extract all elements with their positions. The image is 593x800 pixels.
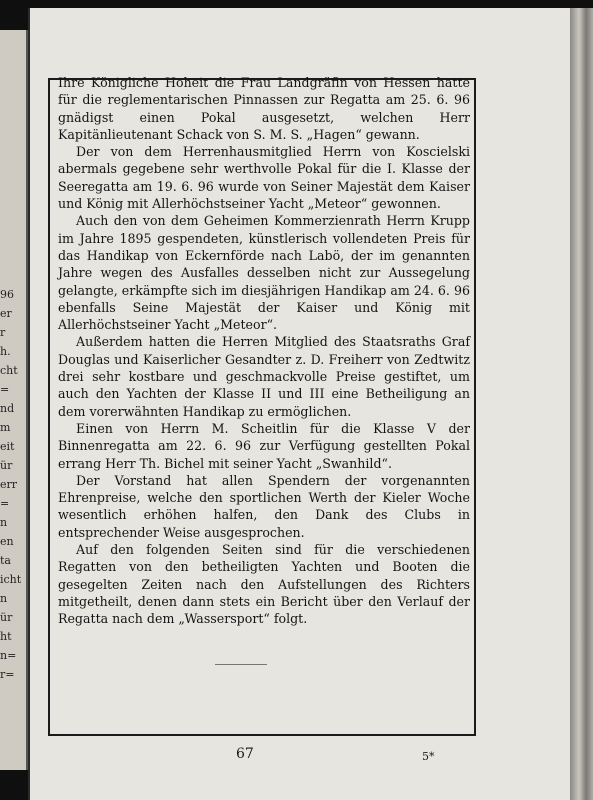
body-text xyxy=(58,74,470,628)
left-fragment: n= xyxy=(0,649,17,662)
closing-rule xyxy=(215,664,267,665)
paragraph: Der von dem Herrenhausmitglied Herrn von Koscielski abermals gegebene sehr werthvolle Pokal für die I. Klasse der Seeregatta am 19. 6. 96 wurde von Seiner Majestät dem Kaiser und König mit Allerhöchstseiner Yacht „Meteor“ gewonnen. xyxy=(58,144,470,212)
left-fragment: ür xyxy=(0,459,13,472)
signature-mark: 5* xyxy=(422,750,435,763)
left-fragment: en xyxy=(0,535,14,548)
paragraph: Außerdem hatten die Herren Mitglied des Staatsraths Graf Douglas und Kaiserlicher Gesandter z. D. Freiherr von Zedtwitz drei sehr kostbare und geschmackvolle Preise gestiftet, um auch den Yachten der Klasse II und III eine Betheiligung an dem vorerwähnten Handikap zu ermöglichen. xyxy=(58,334,470,419)
left-fragment: = xyxy=(0,497,10,510)
paragraph: Ihre Königliche Hoheit die Frau Landgräfin von Hessen hatte für die reglementarischen Pinnassen zur Regatta am 25. 6. 96 gnädigst einen Pokal ausgesetzt, welchen Herr Kapitänlieutenant Schack von S. M. S. „Hagen“ gewann. xyxy=(58,75,470,142)
left-fragment: icht xyxy=(0,573,22,586)
left-fragment: nd xyxy=(0,402,15,415)
page-edges xyxy=(570,8,593,800)
left-fragment: er xyxy=(0,307,12,320)
left-page-text-fragments xyxy=(0,285,24,684)
left-fragment: ür xyxy=(0,611,13,624)
left-fragment: n xyxy=(0,516,8,529)
left-fragment: eit xyxy=(0,440,15,453)
paragraph: Auch den von dem Geheimen Kommerzienrath Herrn Krupp im Jahre 1895 gespendeten, künstlerisch vollendeten Preis für das Handikap von Eckernförde nach Labö, der im genannten Jahre wegen des Ausfalles desselben nicht zur Aussegelung gelangte, erkämpfte sich im diesjährigen Handikap am 24. 6. 96 ebenfalls Seine Majestät der Kaiser und König mit Allerhöchstseiner Yacht „Meteor“. xyxy=(58,213,470,333)
left-fragment: r xyxy=(0,326,6,339)
paragraph: Einen von Herrn M. Scheitlin für die Klasse V der Binnenregatta am 22. 6. 96 zur Verfügung gestellten Pokal errang Herr Th. Bichel mit seiner Yacht „Swanhild“. xyxy=(58,420,470,471)
page-number: 67 xyxy=(236,746,254,762)
left-fragment: cht xyxy=(0,364,18,377)
paragraph: Auf den folgenden Seiten sind für die verschiedenen Regatten von den betheiligten Yachten und Booten die gesegelten Zeiten nach den Aufstellungen des Richters mitgetheilt, denen dann stets ein Bericht über den Verlauf der Regatta nach dem „Wassersport“ folgt. xyxy=(58,542,470,627)
left-fragment: n xyxy=(0,592,8,605)
left-fragment: = xyxy=(0,383,10,396)
left-facing-page xyxy=(0,30,28,770)
left-fragment: m xyxy=(0,421,11,434)
paragraph: Der Vorstand hat allen Spendern der vorgenannten Ehrenpreise, welche den sportlichen Werth der Kieler Woche wesentlich erhöhen halfen, den Dank des Clubs in entsprechender Weise ausgesprochen. xyxy=(58,472,470,540)
left-fragment: ta xyxy=(0,554,11,567)
left-fragment: ht xyxy=(0,630,12,643)
left-fragment: r= xyxy=(0,668,15,681)
left-fragment: err xyxy=(0,478,18,491)
left-fragment: h. xyxy=(0,345,11,358)
left-fragment: 96 xyxy=(0,288,14,301)
